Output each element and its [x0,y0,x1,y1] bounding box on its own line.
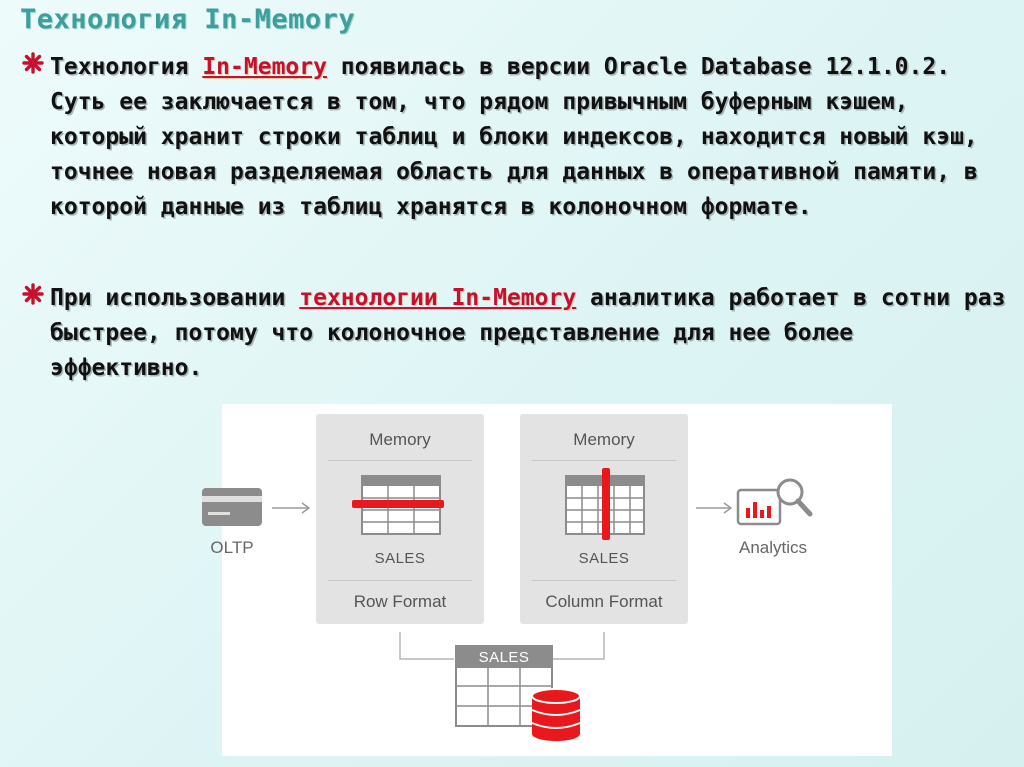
arrow-right-icon [272,502,314,514]
divider [328,460,472,461]
bullet-text [50,281,1012,386]
card-title: Memory [369,430,431,449]
divider [532,460,676,461]
table-icon [348,472,452,538]
divider [328,580,472,581]
card-icon [200,484,266,530]
bullet-text-before: Технология [50,54,203,80]
arrow-right-icon [692,502,734,514]
bullet-item [22,281,1012,386]
column-format-card [520,414,688,624]
table-label: SALES [578,550,630,567]
magnifier-icon [778,480,810,514]
analytics-label: Analytics [738,538,808,557]
bullet-text-after: аналитика работает в сотни раз быстрее, потому что колоночное представление для нее более эффективно. [50,285,1006,381]
row-format-card [316,414,484,624]
highlight-link: In-Memory [202,54,327,80]
analytics-chart-icon [734,472,818,532]
bullet-text [50,50,1012,225]
highlight-link: технологии In-Memory [299,285,577,311]
disk-table-label: SALES [478,649,530,666]
column-table-icon [552,466,656,542]
bullet-item [22,50,1012,225]
card-title: Memory [573,430,635,449]
asterisk-icon [22,283,44,305]
oltp-label: OLTP [210,538,254,557]
card-footer: Row Format [353,592,447,611]
table-label: SALES [374,550,426,567]
bullet-text-after: появилась в версии Oracle Database 12.1.0.2. Суть ее заключается в том, что рядом привычным буферным кэшем, который хранит строки таблиц и блоки индексов, находится новый кэш, точнее новая разделяемая область для данных в оперативной памяти, в которой данные из таблиц хранятся в колоночном формате. [50,54,978,220]
divider [532,580,676,581]
slide-title: Технология In-Memory [20,4,356,35]
in-memory-diagram [210,404,892,756]
bullet-text-before: При использовании [50,285,300,311]
asterisk-icon [22,52,44,74]
card-footer: Column Format [545,592,663,611]
